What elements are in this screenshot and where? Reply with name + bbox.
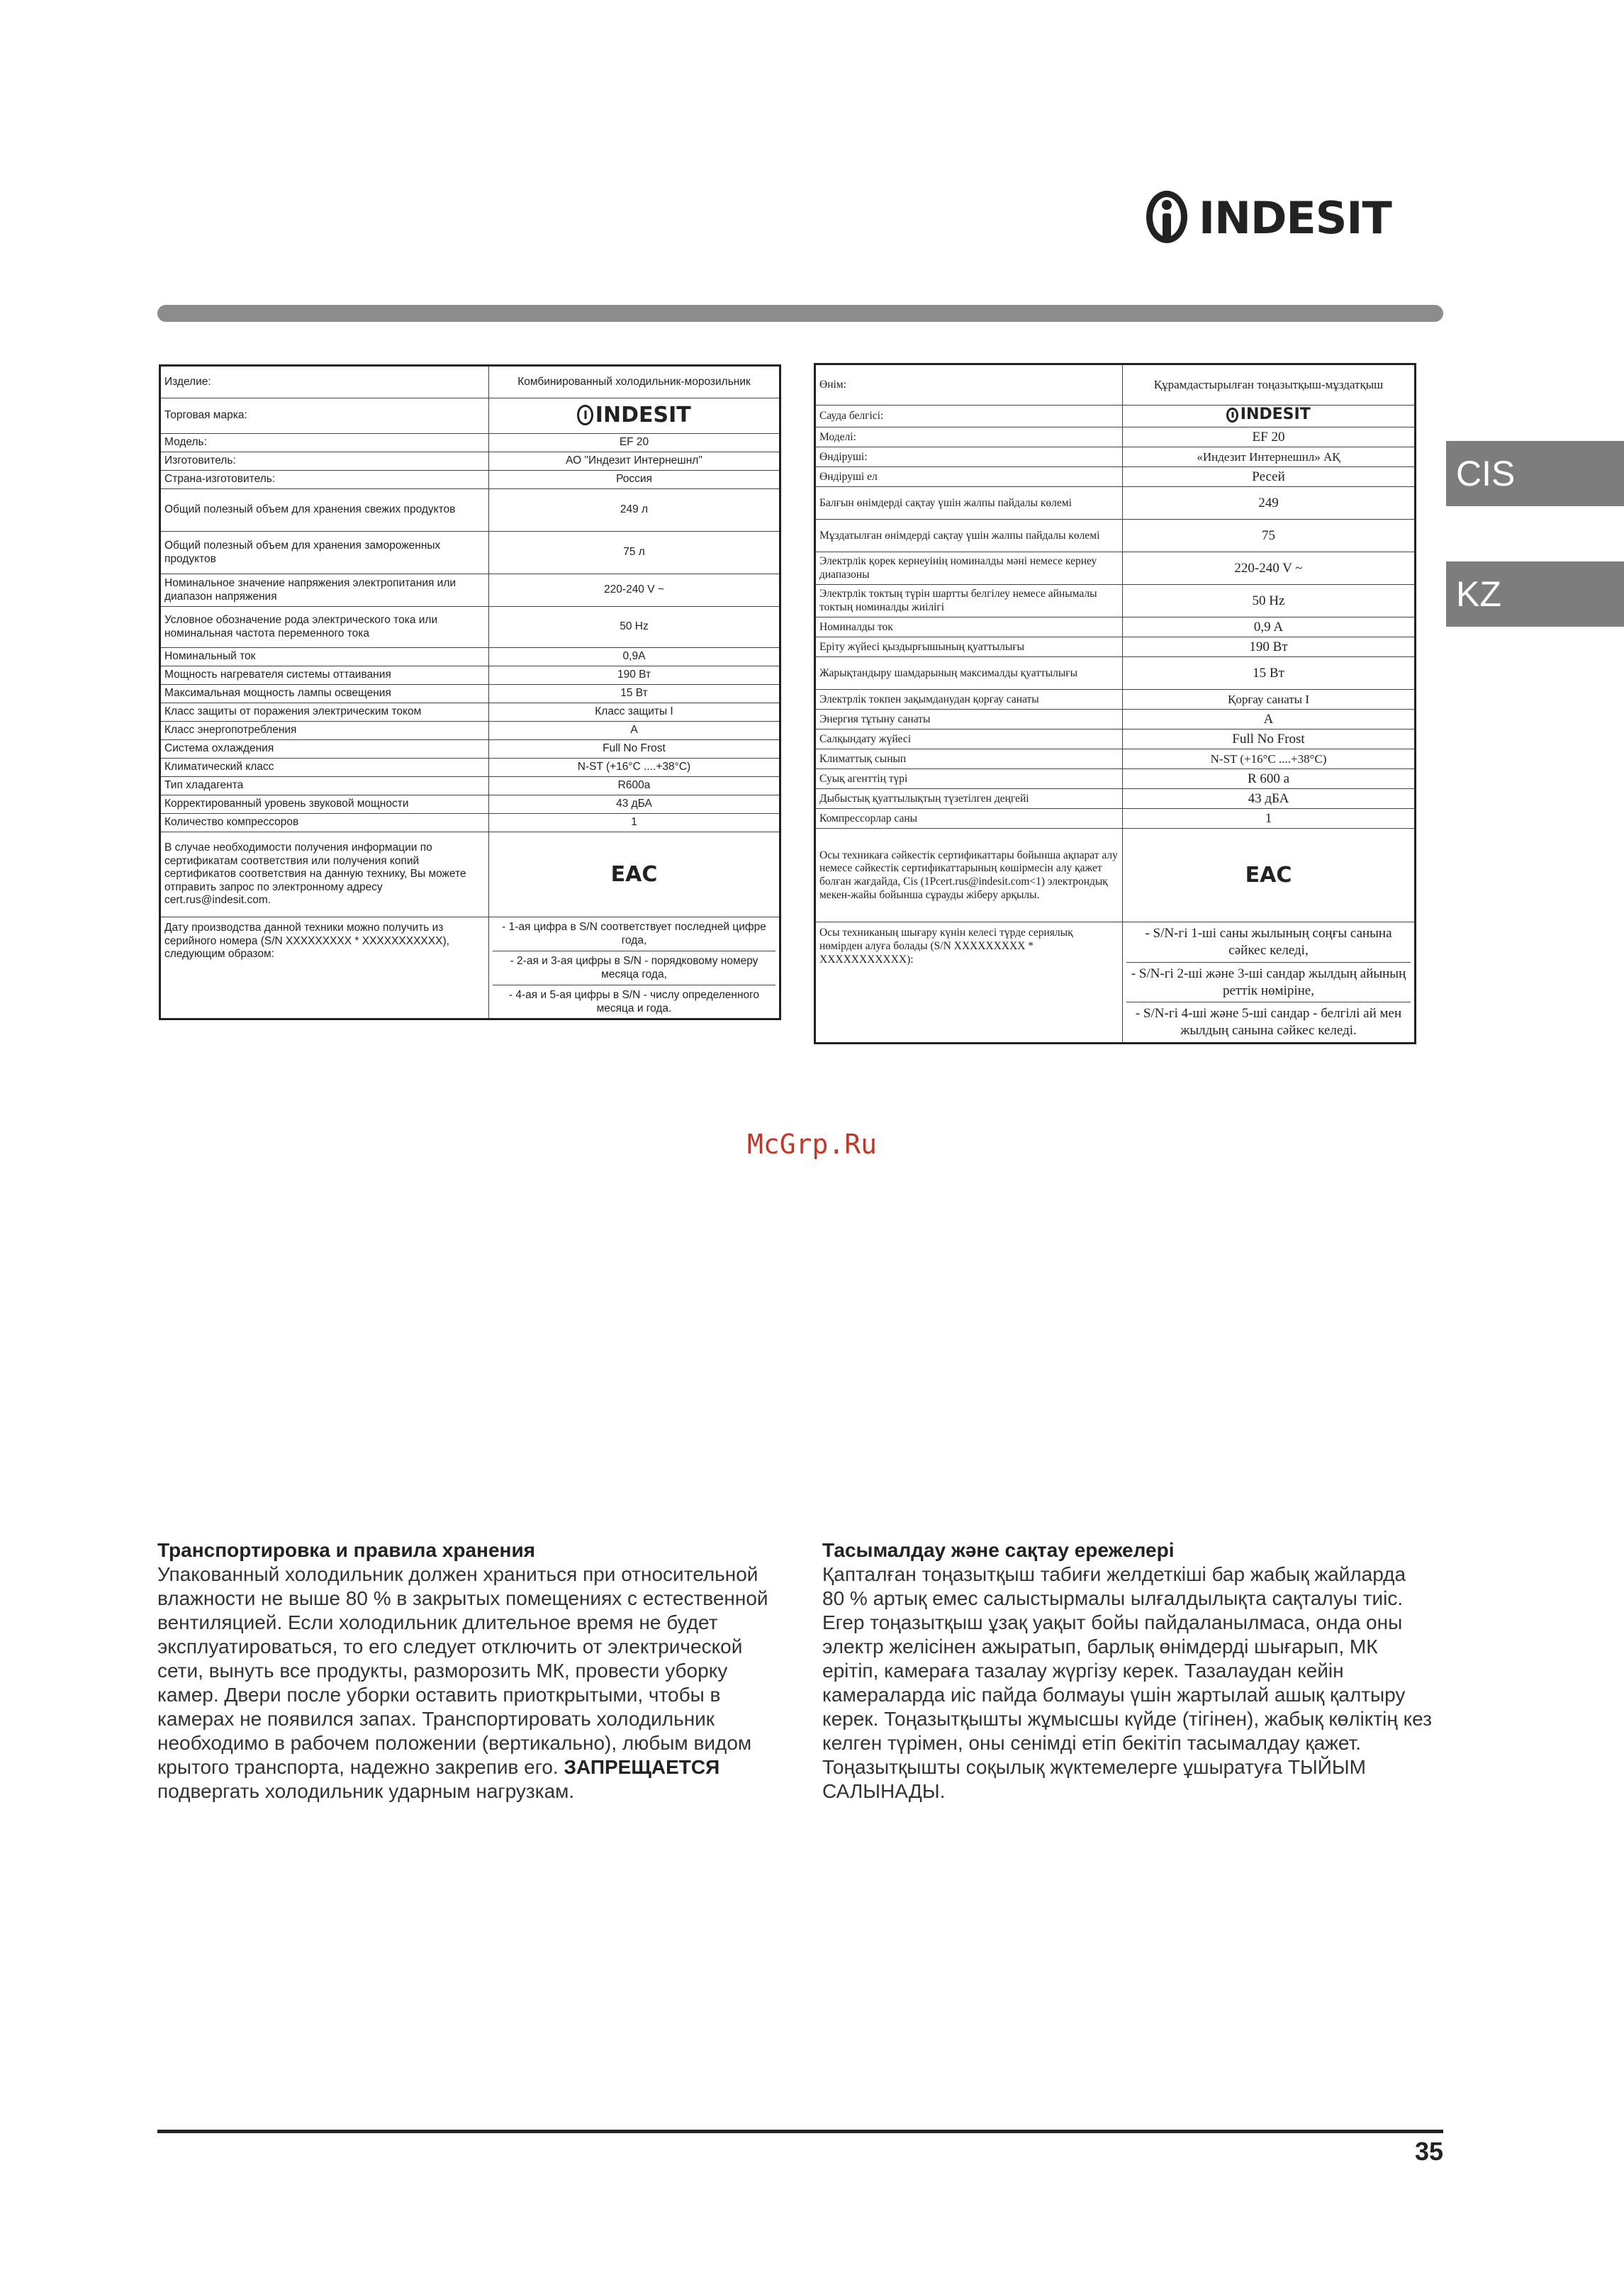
row-label: Осы техниканың шығару күнін келесі түрде сериялық нөмірден алуға болады (S/N XXXXXXXXX * XXXXXXXXXXX):	[815, 922, 1123, 1044]
row-value	[1123, 829, 1416, 922]
row-label: Страна-изготовитель:	[160, 471, 489, 489]
date-rule: - S/N-гі 2-ші және 3-ші сандар жылдың айының реттік нөміріне,	[1126, 962, 1411, 1002]
row-value: Full No Frost	[1123, 729, 1416, 749]
table-row	[160, 722, 780, 740]
row-label: Мұздатылған өнімдерді сақтау үшін жалпы пайдалы көлемі	[815, 520, 1123, 552]
indesit-logo	[1145, 186, 1425, 251]
table-row	[815, 769, 1416, 789]
row-value: EF 20	[489, 434, 780, 452]
row-label: Максимальная мощность лампы освещения	[160, 685, 489, 703]
row-value: 0,9 A	[1123, 617, 1416, 637]
table-row	[160, 666, 780, 685]
indesit-logo-icon	[1145, 188, 1194, 249]
row-label: Условное обозначение рода электрического тока или номинальная частота переменного тока	[160, 607, 489, 648]
row-label: Общий полезный объем для хранения свежих продуктов	[160, 489, 489, 532]
eac-mark-icon: EAC	[610, 861, 658, 887]
row-label: Изделие:	[160, 366, 489, 398]
row-label: Номинальный ток	[160, 648, 489, 666]
section-title: Тасымалдау және сақтау ережелері	[822, 1539, 1175, 1561]
section-body: Қапталған тоңазытқыш табиғи желдеткіші бар жабық жайларда 80 % артық емес салыстырмалы ылғалдылықта сақталуы тиіс. Егер тоңазытқыш ұзақ уақыт бойы пайдаланылмаса, онда оны электр желісінен ажыратып, барлық өнімдерді шығарып, МК ерітіп, камераға тазалау жүргізу керек. Тазалаудан кейін камераларда иіс пайда болмауы үшін жартылай ашық қалтыру керек. Тоңазытқышты жұмысшы күйде (тігінен), жабық көліктің кез келген түрімен, оны сенімді етіп бекітіп тасымалдау қажет. Тоңазытқышты соқылық жүктемелерге ұшыратуға ТЫЙЫМ САЛЫНАДЫ.	[822, 1563, 1432, 1802]
row-value: 190 Вт	[1123, 637, 1416, 657]
row-value	[1123, 922, 1416, 1044]
table-row	[160, 532, 780, 574]
row-label: Класс энергопотребления	[160, 722, 489, 740]
row-value: Класс защиты I	[489, 703, 780, 722]
table-row	[160, 471, 780, 489]
section-body: Упакованный холодильник должен храниться при относительной влажности не выше 80 % в закрытых помещениях с естественной вентиляцией. Если холодильник длительное время не будет эксплуатироваться, то его следует отключить от электрической сети, вынуть все продукты, разморозить МК, провести уборку камер. Двери после уборки оставить приоткрытыми, чтобы в камерах не появился запах. Транспортировать холодильник необходимо в рабочем положении (вертикально), любым видом крытого транспорта, надежно закрепив его. ЗАПРЕЩАЕТСЯ подвергать холодильник ударным нагрузкам.	[157, 1563, 768, 1802]
row-label: Балғын өнімдерді сақтау үшін жалпы пайдалы көлемі	[815, 487, 1123, 520]
row-label: Торговая марка:	[160, 398, 489, 434]
table-row	[815, 690, 1416, 710]
row-label: Номиналды ток	[815, 617, 1123, 637]
table-row	[160, 648, 780, 666]
row-value: EF 20	[1123, 427, 1416, 447]
table-row	[160, 795, 780, 814]
section-emphasis: ЗАПРЕЩАЕТСЯ	[564, 1756, 720, 1778]
indesit-logo-icon	[1226, 408, 1238, 423]
row-label: Количество компрессоров	[160, 814, 489, 832]
row-label: Тип хладагента	[160, 777, 489, 795]
row-label: Салқындату жүйесі	[815, 729, 1123, 749]
table-row	[815, 585, 1416, 617]
row-label: Суық агенттің түрі	[815, 769, 1123, 789]
row-value: 220-240 V ~	[1123, 552, 1416, 585]
row-label: Климатический класс	[160, 759, 489, 777]
row-label: Климаттық сынып	[815, 749, 1123, 769]
row-value	[489, 832, 780, 917]
row-value	[1123, 406, 1416, 427]
date-rule: - 4-ая и 5-ая цифры в S/N - числу определенного месяца и года.	[493, 985, 775, 1019]
section-transport-kz	[822, 1538, 1432, 1804]
table-row	[815, 520, 1416, 552]
brand-logo	[1226, 406, 1310, 424]
table-row-date	[815, 922, 1416, 1044]
footer-rule	[157, 2130, 1443, 2133]
row-value: Россия	[489, 471, 780, 489]
row-label: Электрлік токпен зақымданудан қорғау санаты	[815, 690, 1123, 710]
tab-cis[interactable]: CIS	[1446, 441, 1624, 506]
row-label: Изготовитель:	[160, 452, 489, 471]
row-value: 190 Вт	[489, 666, 780, 685]
table-row	[160, 703, 780, 722]
row-label: Электрлік қорек кернеуінің номиналды мәні немесе кернеу диапазоны	[815, 552, 1123, 585]
row-value: 75 л	[489, 532, 780, 574]
table-row	[815, 829, 1416, 922]
row-value: «Индезит Интернешнл» АҚ	[1123, 447, 1416, 467]
row-value: N-ST (+16°C ....+38°C)	[489, 759, 780, 777]
row-label: Корректированный уровень звуковой мощности	[160, 795, 489, 814]
row-value: 15 Вт	[489, 685, 780, 703]
row-label: Дату производства данной техники можно получить из серийного номера (S/N XXXXXXXXX * XXXXXXXXXXX), следующим образом:	[160, 917, 489, 1019]
table-row	[815, 617, 1416, 637]
table-row	[815, 657, 1416, 690]
table-row	[160, 489, 780, 532]
table-row	[815, 364, 1416, 406]
table-row	[815, 552, 1416, 585]
row-value: 249	[1123, 487, 1416, 520]
row-label: Система охлаждения	[160, 740, 489, 759]
row-value: 0,9A	[489, 648, 780, 666]
row-value: Қорғау санаты I	[1123, 690, 1416, 710]
tab-kz[interactable]: KZ	[1446, 561, 1624, 627]
table-row-date	[160, 917, 780, 1019]
section-title: Транспортировка и правила хранения	[157, 1539, 535, 1561]
table-row	[815, 427, 1416, 447]
table-row	[815, 749, 1416, 769]
table-row	[160, 832, 780, 917]
table-row	[815, 487, 1416, 520]
row-value	[489, 398, 780, 434]
table-row	[815, 710, 1416, 729]
table-row	[815, 729, 1416, 749]
date-rule: - S/N-гі 1-ші саны жылының соңғы санына сәйкес келеді,	[1145, 926, 1392, 958]
header-divider	[157, 305, 1443, 322]
table-row	[815, 637, 1416, 657]
table-row	[160, 574, 780, 607]
row-value: 220-240 V ~	[489, 574, 780, 607]
row-value: A	[1123, 710, 1416, 729]
row-label: Компрессорлар саны	[815, 809, 1123, 829]
row-label: Өндіруші ел	[815, 467, 1123, 487]
row-label: В случае необходимости получения информации по сертификатам соответствия или получения копий сертификатов соответствия на данную технику, Вы можете отправить запрос по электронному адресу cert.rus@indesit.com.	[160, 832, 489, 917]
table-row	[160, 434, 780, 452]
table-row	[160, 759, 780, 777]
row-label: Мощность нагревателя системы оттаивания	[160, 666, 489, 685]
table-row	[815, 447, 1416, 467]
table-row	[160, 452, 780, 471]
row-label: Энергия тұтыну санаты	[815, 710, 1123, 729]
indesit-logo-icon	[577, 405, 593, 425]
row-value: Комбинированный холодильник-морозильник	[489, 366, 780, 398]
date-rule: - 2-ая и 3-ая цифры в S/N - порядковому номеру месяца года,	[493, 951, 775, 985]
watermark: McGrp.Ru	[746, 1129, 878, 1160]
brand-logo	[577, 403, 690, 428]
row-value: R600a	[489, 777, 780, 795]
row-label: Жарықтандыру шамдарының максималды қуаттылығы	[815, 657, 1123, 690]
row-value: N-ST (+16°C ....+38°C)	[1123, 749, 1416, 769]
row-value: 75	[1123, 520, 1416, 552]
row-value: Құрамдастырылған тоңазытқыш-мұздатқыш	[1123, 364, 1416, 406]
date-rule: - S/N-гі 4-ші және 5-ші сандар - белгілі ай мен жылдың санына сәйкес келеді.	[1126, 1002, 1411, 1042]
date-rule: - 1-ая цифра в S/N соответствует последней цифре года,	[502, 921, 766, 947]
row-label: Электрлік токтың түрін шартты белгілеу немесе айнымалы токтың номиналды жиілігі	[815, 585, 1123, 617]
row-value: Full No Frost	[489, 740, 780, 759]
row-label: Класс защиты от поражения электрическим током	[160, 703, 489, 722]
row-label: Осы техникаға сәйкестік сертификаттары бойынша ақпарат алу немесе сәйкестік сертификаттарының көшірмесін алу қажет болған жағдайда, Cis (1Pcert.rus@indesit.com<1) электрондық мекен-жайы бойынша сұрауды жіберу арқылы.	[815, 829, 1123, 922]
table-row	[160, 366, 780, 398]
row-value	[489, 917, 780, 1019]
row-value: 43 дБА	[1123, 789, 1416, 809]
table-row	[160, 740, 780, 759]
section-transport-ru	[157, 1538, 781, 1804]
row-value: 15 Вт	[1123, 657, 1416, 690]
row-label: Номинальное значение напряжения электропитания или диапазон напряжения	[160, 574, 489, 607]
table-row	[160, 398, 780, 434]
row-label: Сауда белгісі:	[815, 406, 1123, 427]
row-label: Общий полезный объем для хранения замороженных продуктов	[160, 532, 489, 574]
row-value: Ресей	[1123, 467, 1416, 487]
row-value: A	[489, 722, 780, 740]
spec-table-ru	[159, 364, 781, 1020]
row-label: Өнім:	[815, 364, 1123, 406]
table-row	[160, 814, 780, 832]
page-number: 35	[1414, 2137, 1443, 2166]
table-row	[160, 777, 780, 795]
row-label: Еріту жүйесі қыздырғышының қуаттылығы	[815, 637, 1123, 657]
row-value: 1	[489, 814, 780, 832]
row-value: 1	[1123, 809, 1416, 829]
row-label: Өндіруші:	[815, 447, 1123, 467]
row-value: R 600 a	[1123, 769, 1416, 789]
table-row	[815, 809, 1416, 829]
logo-wordmark: INDESIT	[1199, 192, 1391, 244]
table-row	[160, 607, 780, 648]
table-row	[160, 685, 780, 703]
spec-table-kz	[814, 363, 1416, 1044]
row-value: АО "Индезит Интернешнл"	[489, 452, 780, 471]
row-value: 249 л	[489, 489, 780, 532]
row-label: Модель:	[160, 434, 489, 452]
row-label: Дыбыстық қуаттылықтың түзетілген деңгейі	[815, 789, 1123, 809]
row-label: Моделі:	[815, 427, 1123, 447]
brand-name: INDESIT	[1240, 406, 1311, 423]
table-row	[815, 406, 1416, 427]
row-value: 43 дБА	[489, 795, 780, 814]
table-row	[815, 789, 1416, 809]
row-value: 50 Hz	[489, 607, 780, 648]
table-row	[815, 467, 1416, 487]
brand-name: INDESIT	[595, 402, 691, 427]
eac-mark-icon: EAC	[1245, 862, 1292, 888]
row-value: 50 Hz	[1123, 585, 1416, 617]
